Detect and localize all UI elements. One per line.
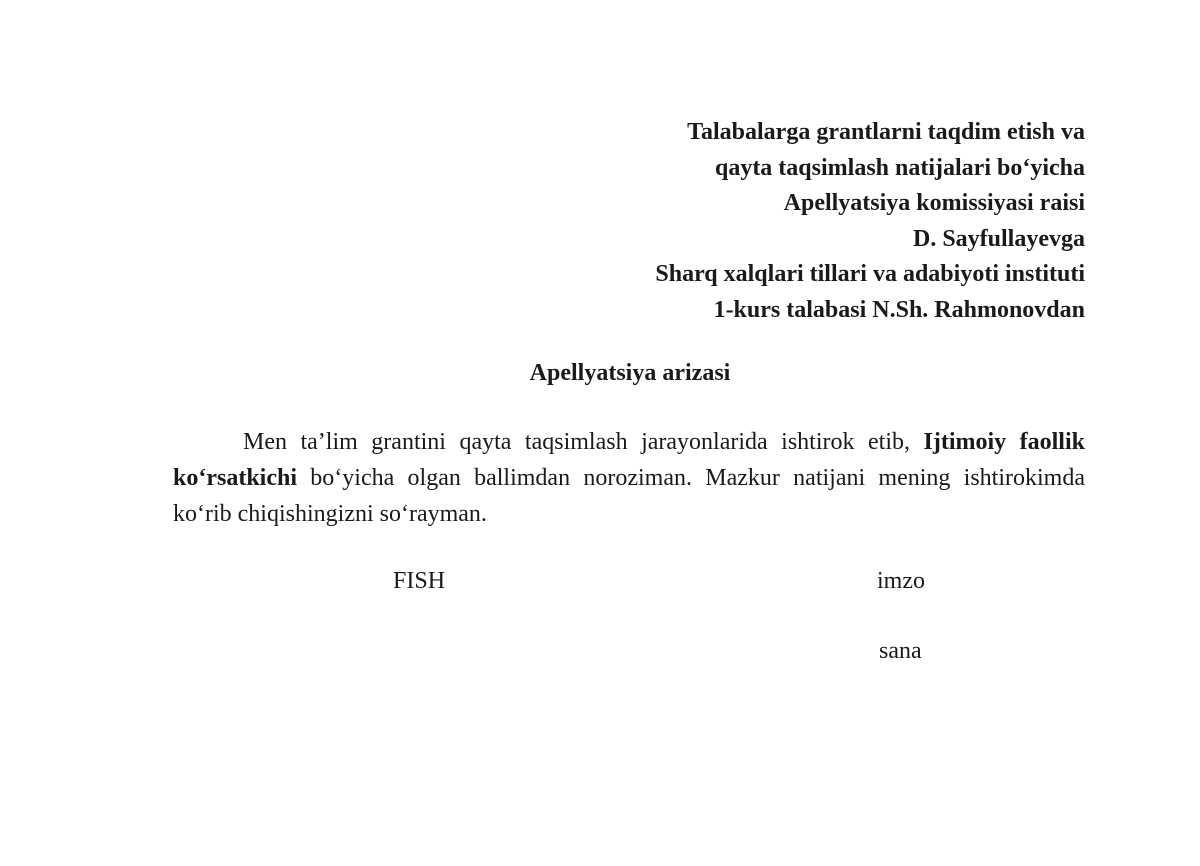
body-intro: Men ta’lim grantini qayta taqsimlash jarayonlarida ishtirok etib, — [243, 429, 924, 455]
addressee-line: Apellyatsiya komissiyasi raisi — [783, 190, 1085, 217]
addressee-line: D. Sayfullayevga — [912, 225, 1085, 252]
signature-label: imzo — [877, 568, 925, 594]
name-label: FISH — [393, 568, 446, 594]
body-rest: bo‘yicha olgan ballimdan noroziman. Mazkur natijani mening ishtirokimda ko‘rib chiqishingizni so‘rayman. — [173, 465, 1085, 527]
date-label: sana — [879, 638, 922, 664]
addressee-line: qayta taqsimlash natijalari bo‘yicha — [714, 154, 1085, 181]
body-bold-phrase: Ijtimoiy faollik ko‘rsatkichi — [173, 429, 1085, 491]
addressee-line: 1-kurs talabasi N.Sh. Rahmonovdan — [713, 296, 1085, 323]
appeal-body — [173, 424, 1085, 532]
addressee-line: Sharq xalqlari tillari va adabiyoti instituti — [655, 261, 1085, 288]
addressee-block — [480, 115, 1085, 329]
addressee-line: Talabalarga grantlarni taqdim etish va — [687, 119, 1085, 145]
document-title: Apellyatsiya arizasi — [529, 360, 731, 386]
